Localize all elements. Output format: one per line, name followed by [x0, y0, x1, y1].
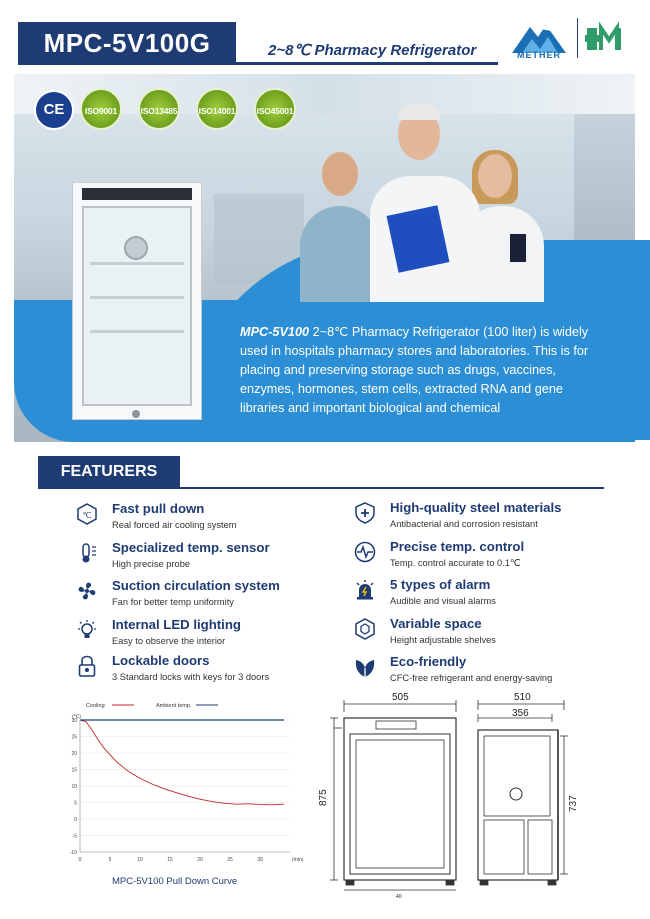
feature-item: Suction circulation system Fan for better temp uniformity — [112, 578, 362, 609]
x-tick-label: 15 — [167, 857, 173, 863]
y-tick-label: 5 — [74, 800, 77, 807]
y-tick-label: -5 — [72, 833, 77, 840]
legend-label: Ambient temp. — [156, 703, 192, 709]
dimension-drawing — [320, 690, 648, 900]
series-line-cooling — [80, 720, 284, 805]
front-width-label: 505 — [392, 692, 409, 703]
iso14001-badge-icon: ISO14001 — [196, 88, 238, 130]
leaf-icon — [354, 656, 376, 678]
lock-icon — [132, 410, 140, 418]
cube-icon — [354, 618, 376, 640]
y-tick-label: -10 — [69, 850, 77, 856]
doctor-figure — [300, 206, 380, 302]
x-tick-label: 0 — [78, 857, 82, 863]
chart-caption: MPC-5V100 Pull Down Curve — [112, 876, 238, 887]
side-inner-height-label: 737 — [568, 795, 579, 812]
alarm-icon — [354, 579, 376, 601]
side-inner-depth-label: 356 — [512, 708, 529, 719]
header-rule — [18, 62, 498, 65]
feature-item: Variable space Height adjustable shelves — [390, 616, 640, 647]
features-rule — [38, 487, 604, 489]
doctor-head — [322, 152, 358, 196]
x-tick-label: 30 — [257, 857, 263, 863]
svg-text:℃: ℃ — [82, 511, 92, 520]
y-tick-label: 30 — [71, 718, 77, 724]
bulb-icon — [76, 619, 98, 641]
ce-mark-icon: CE — [34, 90, 74, 130]
feature-item: ℃ Fast pull down Real forced air cooling system — [112, 501, 362, 532]
front-height-label: 875 — [318, 789, 329, 806]
x-tick-label: 20 — [197, 857, 203, 863]
refrigerator-display — [82, 188, 192, 200]
feature-item: 5 types of alarm Audible and visual alarms — [390, 577, 640, 608]
notebook-icon — [510, 234, 526, 262]
thermometer-icon — [76, 503, 98, 525]
y-tick-label: 25 — [71, 734, 77, 741]
fan-icon — [76, 580, 98, 602]
x-tick-label: 5 — [108, 857, 112, 863]
pm-logo-icon — [585, 24, 629, 54]
y-axis-label: (℃) — [72, 714, 81, 720]
y-tick-label: 20 — [71, 751, 77, 757]
refrigerator-shelf — [90, 296, 184, 299]
feature-item: Internal LED lighting Easy to observe the interior — [112, 617, 362, 648]
pull-down-chart — [62, 698, 306, 876]
feature-item: Eco-friendly CFC-free refrigerant and energy-saving — [390, 654, 640, 685]
pulse-icon — [354, 541, 376, 563]
shield-plus-icon — [354, 502, 376, 524]
doctor-head — [478, 154, 512, 198]
iso9001-badge-icon: ISO9001 — [80, 88, 122, 130]
y-tick-label: 15 — [71, 767, 77, 774]
brand-name: METHER — [517, 50, 561, 60]
x-axis-label: (min) — [292, 857, 304, 863]
product-subtitle: 2~8℃ Pharmacy Refrigerator — [268, 42, 477, 59]
side-depth-label: 510 — [514, 692, 531, 703]
iso45001-badge-icon: ISO45001 — [254, 88, 296, 130]
side-view-drawing — [478, 700, 568, 885]
refrigerator-shelf — [90, 330, 184, 333]
feature-item: High-quality steel materials Antibacterial and corrosion resistant — [390, 500, 640, 531]
feature-item: Precise temp. control Temp. control accurate to 0.1℃ — [390, 539, 640, 570]
model-title: MPC-5V100G — [18, 22, 236, 64]
x-tick-label: 10 — [137, 857, 143, 863]
feature-item: Specialized temp. sensor High precise probe — [112, 540, 362, 571]
front-view-drawing — [330, 700, 456, 890]
bottom-width-label: 40 — [396, 894, 402, 900]
doctor-hair — [398, 104, 440, 120]
features-heading: FEATURERS — [38, 456, 180, 488]
y-tick-label: 0 — [74, 817, 77, 823]
logo-divider — [577, 18, 578, 58]
legend-label: Cooling — [86, 703, 105, 709]
fan-icon — [124, 236, 148, 260]
product-description: MPC-5V100 2~8℃ Pharmacy Refrigerator (100 liter) is widely used in hospitals pharmacy stores and laboratories. This is for placing and preserving storage such as drugs, vaccines, enzymes, hormones, stem cells, extracted RNA and gene libraries and important biological and chemical — [240, 325, 589, 415]
feature-item: Lockable doors 3 Standard locks with keys for 3 doors — [112, 653, 362, 684]
y-tick-label: 10 — [71, 784, 77, 790]
x-tick-label: 25 — [227, 857, 233, 863]
sensor-icon — [76, 542, 98, 564]
refrigerator-shelf — [90, 262, 184, 265]
iso13485-badge-icon: ISO13485 — [138, 88, 180, 130]
lock-icon — [76, 655, 98, 677]
